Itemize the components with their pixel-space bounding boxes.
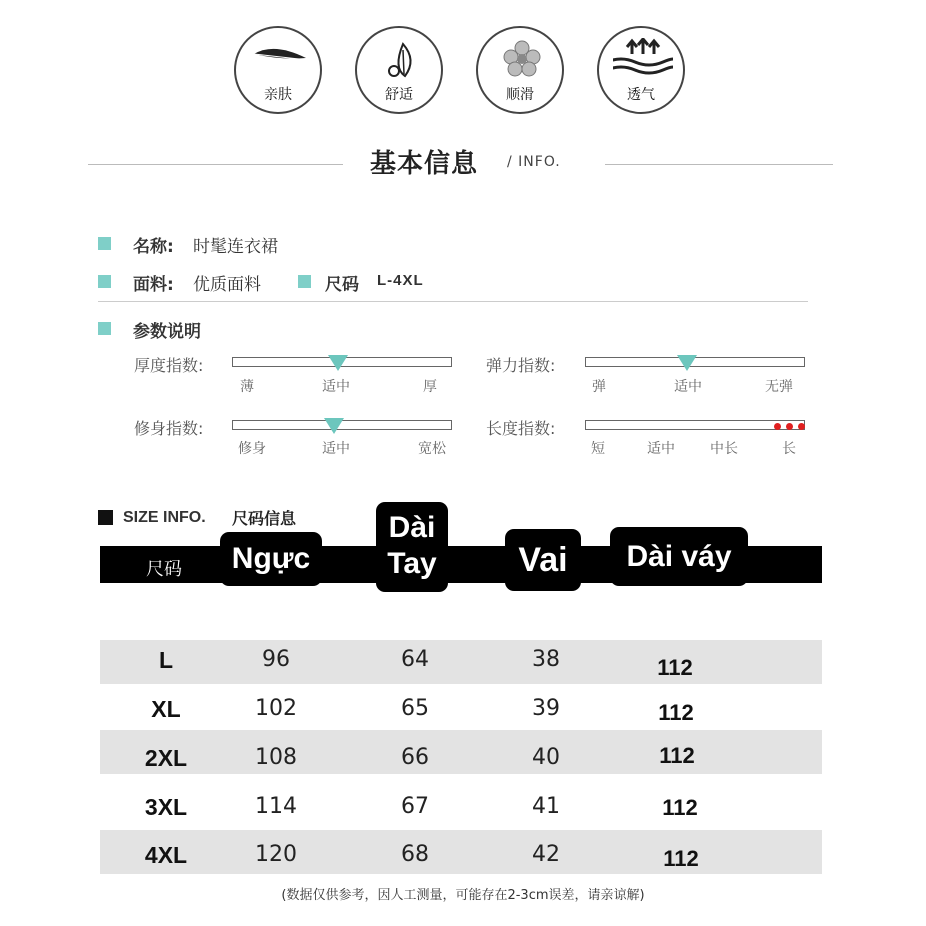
bullet-square [98,237,111,250]
col-header-sleeve-line2: Tay [387,547,437,580]
table-cell-shoulder: 42 [532,842,560,867]
table-cell-chest: 102 [255,696,297,721]
length-dot [774,423,781,430]
table-cell-length: 112 [657,655,693,680]
params-label: 参数说明 [133,322,201,342]
bullet-square [98,275,111,288]
table-cell-size: 4XL [144,842,188,868]
table-cell-size: L [158,647,174,673]
table-cell-shoulder: 39 [532,696,560,721]
length-dot [786,423,793,430]
scale-tick: 适中 [322,441,350,457]
divider [605,164,833,165]
col-header-chest [220,532,322,586]
table-cell-sleeve: 66 [401,745,429,770]
feature-smooth [476,26,564,114]
table-cell-length: 112 [658,700,694,725]
bullet-square [298,275,311,288]
table-cell-sleeve: 65 [401,696,429,721]
scale-tick: 宽松 [418,441,446,457]
table-cell-length: 112 [663,846,699,871]
table-cell-size: 2XL [144,745,188,771]
fabric-label: 面料: [133,275,174,295]
fit-marker [324,418,344,434]
scale-tick: 短 [591,441,605,457]
thickness-marker [328,355,348,371]
col-header-chest-label: Ngực [231,542,311,575]
table-cell-sleeve: 64 [401,647,429,672]
scale-tick: 长 [782,441,796,457]
col-header-sleeve-line1: Dài [388,511,436,544]
name-value: 时髦连衣裙 [193,237,278,257]
table-cell-length: 112 [659,743,695,768]
section-title: 基本信息 [370,149,479,179]
feature-label: 顺滑 [506,87,534,103]
divider [98,301,808,302]
elasticity-marker [677,355,697,371]
size-heading-square [98,510,113,525]
col-header-sleeve [376,502,448,592]
feature-comfort [355,26,443,114]
table-cell-size: 3XL [144,794,188,820]
scale-tick: 薄 [240,379,254,395]
table-cell-shoulder: 40 [532,745,560,770]
table-cell-chest: 114 [255,794,297,819]
scale-tick: 弹 [592,379,606,395]
scale-tick: 中长 [710,441,738,457]
feature-label: 舒适 [385,87,413,103]
table-cell-size: XL [151,696,181,722]
elasticity-label: 弹力指数: [486,356,556,375]
thickness-label: 厚度指数: [134,356,204,375]
feature-soft [234,26,322,114]
size-value: L-4XL [377,272,424,289]
scale-tick: 适中 [647,441,675,457]
feature-label: 透气 [627,87,655,103]
table-cell-chest: 120 [255,842,297,867]
flower-icon [492,38,552,82]
table-cell-length: 112 [662,795,698,820]
leaf-icon [371,38,431,82]
feature-breathable [597,26,685,114]
scale-tick: 适中 [674,379,702,395]
length-label: 长度指数: [486,419,556,438]
length-bar [585,420,805,430]
col-header-length [610,527,748,586]
table-cell-chest: 96 [262,647,290,672]
table-cell-sleeve: 67 [401,794,429,819]
size-heading-en: SIZE INFO. [123,509,206,526]
name-label: 名称: [133,237,174,257]
col-header-shoulder [505,529,581,591]
feature-label: 亲肤 [264,87,292,103]
scale-tick: 适中 [322,379,350,395]
table-cell-shoulder: 41 [532,794,560,819]
bullet-square [98,322,111,335]
feather-icon [250,38,310,78]
length-dot [798,423,805,430]
col-header-size: 尺码 [146,559,182,580]
col-header-length-label: Dài váy [626,540,732,573]
size-label: 尺码 [325,275,359,295]
airflow-icon [613,38,673,82]
fabric-value: 优质面料 [193,275,261,295]
divider [88,164,343,165]
scale-tick: 无弹 [765,379,793,395]
scale-tick: 修身 [238,441,266,457]
col-header-shoulder-label: Vai [518,541,568,579]
scale-tick: 厚 [423,379,437,395]
fit-label: 修身指数: [134,419,204,438]
table-cell-sleeve: 68 [401,842,429,867]
table-cell-shoulder: 38 [532,647,560,672]
size-heading-cn: 尺码信息 [232,509,297,528]
section-subtitle: / INFO. [507,154,561,170]
table-cell-chest: 108 [255,745,297,770]
footnote: (数据仅供参考，因人工测量，可能存在2-3cm误差，请亲谅解) [281,888,645,903]
